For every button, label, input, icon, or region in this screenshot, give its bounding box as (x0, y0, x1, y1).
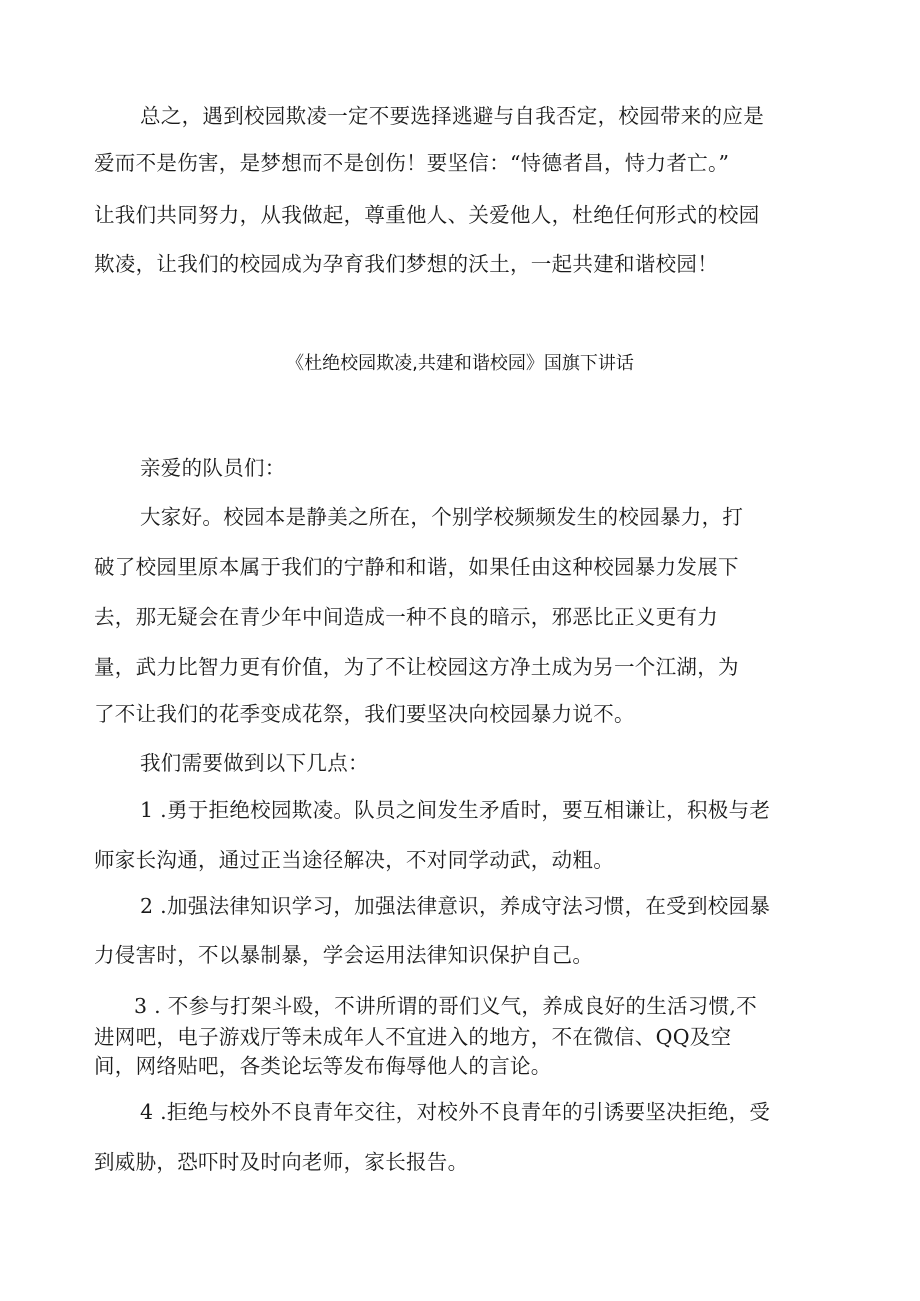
point-4-line-1: 4 .拒绝与校外不良青年交往，对校外不良青年的引诱要坚决拒绝，受 (140, 1100, 771, 1124)
opening-line-1: 大家好。校园本是静美之所在，个别学校频频发生的校园暴力，打 (140, 505, 744, 529)
point-4-line-2: 到威胁，恐吓时及时向老师，家长报告。 (94, 1150, 469, 1174)
point-3-line-2: 进网吧，电子游戏厅等未成年人不宜进入的地方，不在微信、QQ及空 (94, 1025, 732, 1049)
point-2-line-2: 力侵害时，不以暴制暴，学会运用法律知识保护自己。 (94, 943, 594, 967)
points-lead: 我们需要做到以下几点： (140, 751, 369, 775)
opening-line-4: 量，武力比智力更有价值，为了不让校园这方净土成为另一个江湖，为 (94, 655, 739, 679)
intro-line-1: 总之，遇到校园欺凌一定不要选择逃避与自我否定，校园带来的应是 (140, 104, 764, 128)
point-3-line-3: 间，网络贴吧，各类论坛等发布侮辱他人的言论。 (94, 1054, 552, 1078)
speech-title: 《杜绝校园欺凌,共建和谐校园》国旗下讲话 (286, 353, 634, 374)
intro-line-2: 爱而不是伤害，是梦想而不是创伤！要坚信：“恃德者昌，恃力者亡。” (94, 151, 730, 175)
opening-line-2: 破了校园里原本属于我们的宁静和和谐，如果任由这种校园暴力发展下 (94, 555, 739, 579)
point-1-line-2: 师家长沟通，通过正当途径解决，不对同学动武，动粗。 (94, 848, 614, 872)
greeting: 亲爱的队员们： (140, 456, 286, 480)
opening-line-5: 了不让我们的花季变成花祭，我们要坚决向校园暴力说不。 (94, 702, 635, 726)
point-2-line-1: 2 .加强法律知识学习，加强法律意识，养成守法习惯，在受到校园暴 (140, 894, 771, 918)
opening-line-3: 去，那无疑会在青少年中间造成一种不良的暗示，邪恶比正义更有力 (94, 605, 718, 629)
point-3-line-1: 3 . 不参与打架斗殴，不讲所谓的哥们义气，养成良好的生活习惯,不 (134, 994, 758, 1018)
intro-line-3: 让我们共同努力，从我做起，尊重他人、关爱他人，杜绝任何形式的校园 (94, 203, 760, 227)
point-1-line-1: 1 .勇于拒绝校园欺凌。队员之间发生矛盾时，要互相谦让，积极与老 (140, 798, 771, 822)
intro-line-4: 欺凌，让我们的校园成为孕育我们梦想的沃土，一起共建和谐校园！ (94, 252, 718, 276)
